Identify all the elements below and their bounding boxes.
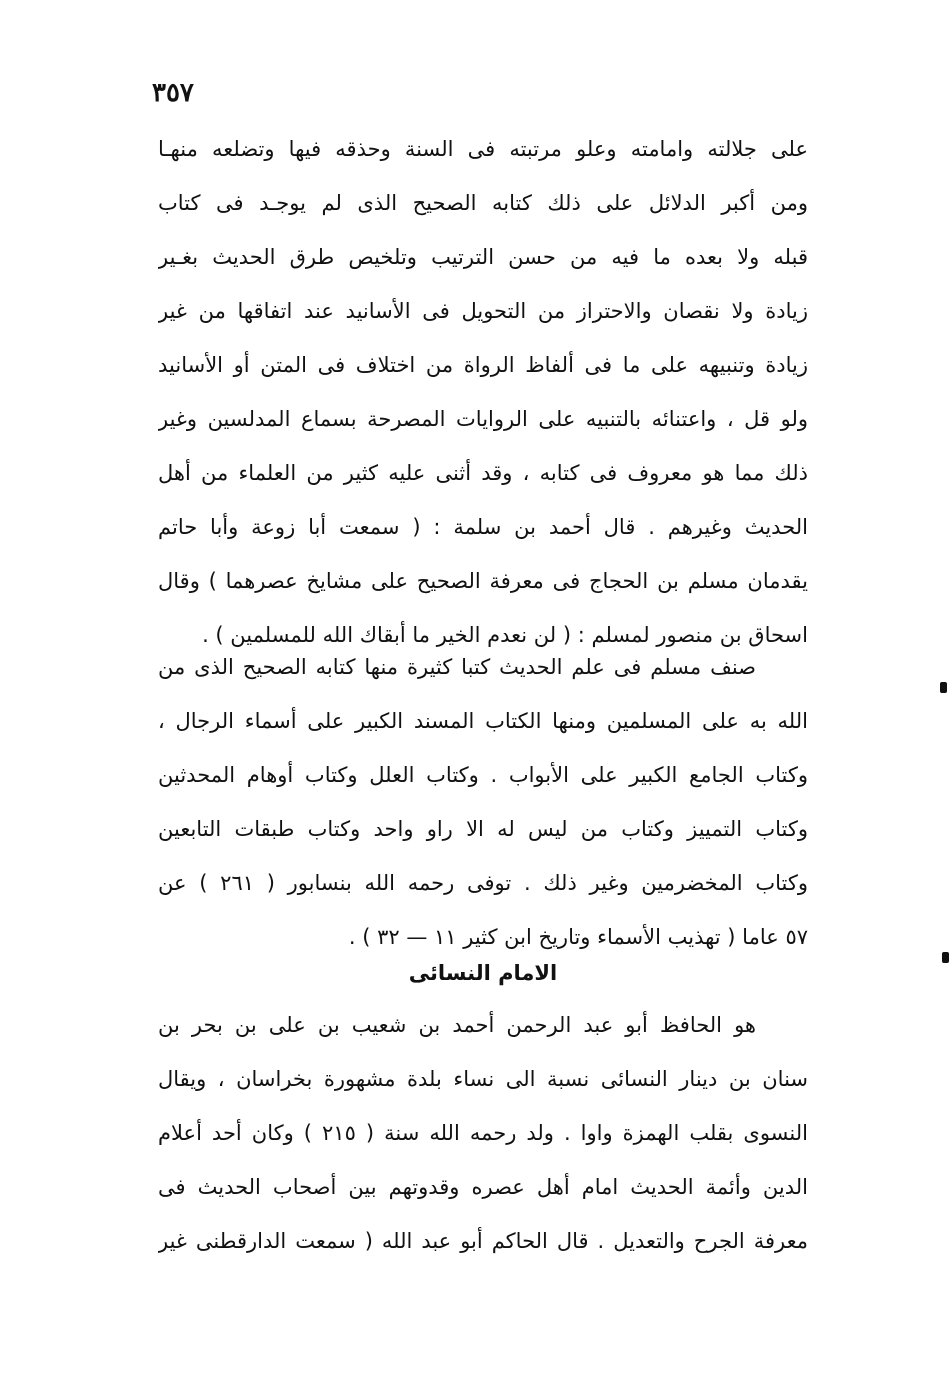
text-line: زيادة وتنبيهه على ما فى ألفاظ الرواة من اختلاف فى المتن أو الأسانيد (158, 353, 808, 377)
margin-mark (942, 952, 949, 963)
text-line: وكتاب التمييز وكتاب من ليس له الا راو واحد وكتاب طبقات التابعين (158, 817, 808, 841)
paragraph-muslim-praise (158, 122, 808, 662)
text-line: الدين وأئمة الحديث امام أهل عصره وقدوتهم بين أصحاب الحديث فى (158, 1175, 808, 1199)
section-heading: الامام النسائى (408, 961, 558, 985)
text-line: ولو قل ، واعتنائه بالتنبيه على الروايات المصرحة بسماع المدلسين وغير (158, 407, 808, 431)
text-line: هو الحافظ أبو عبد الرحمن أحمد بن شعيب بن على بن بحر بن (158, 1013, 756, 1037)
text-line: زيادة ولا نقصان والاحتراز من التحويل فى الأسانيد عند اتفاقها من غير (158, 299, 808, 323)
text-line: الله به على المسلمين ومنها الكتاب المسند الكبير على أسماء الرجال ، (158, 709, 808, 733)
text-line: ذلك مما هو معروف فى كتابه ، وقد أثنى عليه كثير من العلماء من أهل (158, 461, 808, 485)
text-line: صنف مسلم فى علم الحديث كتبا كثيرة منها كتابه الصحيح الذى من (158, 655, 756, 679)
text-line: يقدمان مسلم بن الحجاج فى معرفة الصحيح على مشايخ عصرهما ) وقال (158, 569, 808, 593)
text-line: ٥٧ عاما ( تهذيب الأسماء وتاريخ ابن كثير ١١ — ٣٢ ) . (348, 925, 808, 949)
text-line: وكتاب الجامع الكبير على الأبواب . وكتاب العلل وكتاب أوهام المحدثين (158, 763, 808, 787)
text-line: اسحاق بن منصور لمسلم : ( لن نعدم الخير ما أبقاك الله للمسلمين ) . (202, 623, 808, 647)
page-number: ٣٥٧ (152, 78, 194, 108)
paragraph-muslim-works (158, 640, 808, 964)
text-line: النسوى بقلب الهمزة واوا . ولد رحمه الله سنة ( ٢١٥ ) وكان أحد أعلام (158, 1121, 808, 1145)
text-line: معرفة الجرح والتعديل . قال الحاكم أبو عبد الله ( سمعت الدارقطنى غير (158, 1229, 808, 1253)
text-line: وكتاب المخضرمين وغير ذلك . توفى رحمه الله بنسابور ( ٢٦١ ) عن (158, 871, 808, 895)
text-line: قبله ولا بعده ما فيه من حسن الترتيب وتلخيص طرق الحديث بغـير (158, 245, 808, 269)
text-line: الحديث وغيرهم . قال أحمد بن سلمة : ( سمعت أبا زوعة وأبا حاتم (158, 515, 808, 539)
text-line: ومن أكبر الدلائل على ذلك كتابه الصحيح الذى لم يوجـد فى كتاب (158, 191, 808, 215)
text-line: سنان بن دينار النسائى نسبة الى نساء بلدة مشهورة بخراسان ، ويقال (158, 1067, 808, 1091)
text-line: على جلالته وامامته وعلو مرتبته فى السنة وحذقه فيها وتضلعه منهـا (158, 137, 808, 161)
margin-mark (940, 682, 947, 693)
paragraph-nasai-bio (158, 998, 808, 1268)
